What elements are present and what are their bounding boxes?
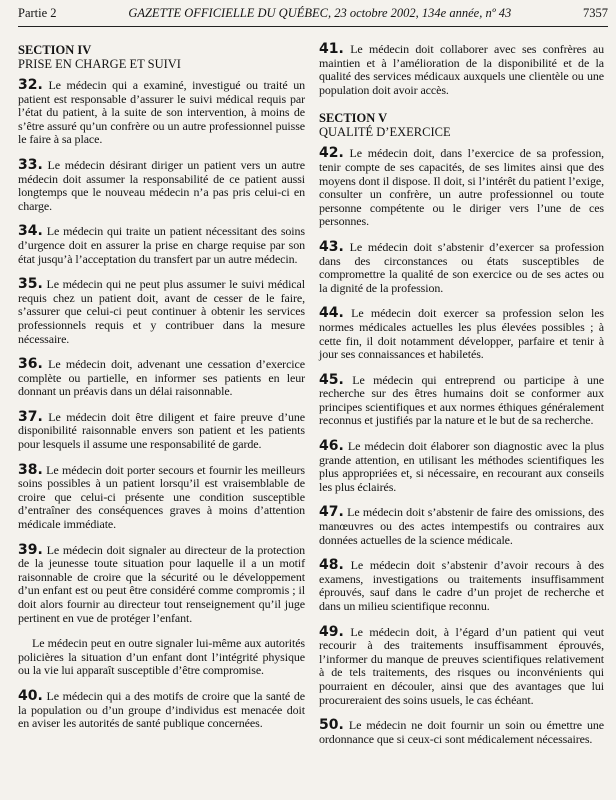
section-5-title: QUALITÉ D’EXERCICE — [319, 125, 451, 140]
article-number: 41. — [319, 41, 344, 57]
article-paragraph — [319, 307, 604, 361]
article-text: Le médecin qui traite un patient nécessitant des soins d’urgence doit en assurer la prise en charge requise par son état jusqu’à l’acceptation du transfert par un autre médecin. — [18, 224, 305, 266]
article-text: Le médecin doit être diligent et faire preuve d’une disponibilité raisonnable envers son patient et les patients pour lesquels il assume une responsabilité de garde. — [18, 409, 305, 452]
article-number: 33. — [18, 156, 43, 173]
article-text: Le médecin qui ne peut plus assumer le suivi médical requis chez un patient doit, avant de cesser de le faire, s’assurer que celui-ci peut continuer à obtenir les services professionnels requis et y contribuer dans la mesure nécessaire. — [18, 277, 305, 346]
article-number: 38. — [18, 461, 43, 478]
article-paragraph — [319, 506, 604, 547]
article-text: Le médecin doit s’abstenir de faire des omissions, des manœuvres ou des actes intempestifs ou contraires aux données actuelles de la science médicale. — [319, 505, 604, 547]
columns — [18, 27, 608, 758]
article-text: Le médecin qui a des motifs de croire que la santé de la population ou d’un groupe d’individus est menacée doit en aviser les autorités de santé publique concernées. — [18, 688, 305, 731]
section-4-title: PRISE EN CHARGE ET SUIVI — [18, 57, 181, 71]
page-header — [18, 0, 608, 26]
header-publication: GAZETTE OFFICIELLE DU QUÉBEC, 23 octobre 2002, 134e année, nº 43 — [128, 6, 512, 20]
article-text: Le médecin doit s’abstenir d’exercer sa profession dans des circonstances ou états susceptibles de compromettre la qualité de son exercice ou de ses actes ou la dignité de la profession. — [319, 239, 604, 295]
article-number: 46. — [319, 438, 344, 455]
right-column — [319, 43, 604, 758]
article-text: Le médecin doit, dans l’exercice de sa profession, tenir compte de ses capacités, de ses limites ainsi que des moyens dont il dispose. Il doit, si l’intérêt du patient l’exige, consulter un confrère, un autre professionnel ou toute personne compétente ou le diriger vers l’une de ces personnes. — [319, 146, 604, 229]
article-text: Le médecin qui entreprend ou participe à une recherche sur des êtres humains doit se conformer aux principes scientifiques et aux normes éthiques généralement reconnus et justifiés par la nature et le but de sa recherche. — [319, 372, 604, 428]
left-articles — [18, 79, 305, 731]
article-paragraph — [18, 461, 305, 532]
section-5-heading — [319, 111, 604, 139]
section-4-number: SECTION IV — [18, 43, 92, 57]
article-number: 49. — [319, 623, 344, 640]
article-text: Le médecin doit, à l’égard d’un patient qui veut recourir à des traitements insuffisamment éprouvés, l’informer du manque de preuves scientifiques relativement à de tels traitements, des risques ou inconvénients qui pourraient en découler, ainsi que des avantages que lui procureraient des soins usuels, le cas échéant. — [319, 624, 604, 707]
article-text: Le médecin doit élaborer son diagnostic avec la plus grande attention, en utilisant les méthodes scientifiques les plus appropriées et, si nécessaire, en recourant aux conseils les plus éclairés. — [319, 439, 604, 494]
article-text: Le médecin doit exercer sa profession selon les normes médicales actuelles les plus élevées possibles ; à cette fin, il doit notamment développer, parfaire et tenir à jour ses connaissances et habiletés. — [319, 306, 604, 362]
article-paragraph — [18, 156, 305, 213]
article-text: Le médecin doit, advenant une cessation d’exercice complète ou partielle, en informer ses patients en leur donnant un préavis dans un délai raisonnable. — [18, 357, 305, 399]
article-text: Le médecin désirant diriger un patient vers un autre médecin doit assumer la responsabilité de ce patient aussi longtemps que le nouveau médecin n’a pas pris celui-ci en charge. — [18, 157, 305, 213]
section-5-number: SECTION V — [319, 111, 388, 126]
article-paragraph — [18, 79, 305, 147]
article-number: 50. — [319, 717, 344, 734]
article-paragraph — [319, 440, 604, 494]
article-paragraph — [319, 238, 604, 295]
article-text: Le médecin ne doit fournir un soin ou émettre une ordonnance que si ceux-ci sont médicalement nécessaires. — [319, 718, 604, 746]
article-paragraph — [319, 147, 604, 229]
article-paragraph — [18, 687, 305, 731]
left-column — [18, 43, 305, 758]
article-number: 47. — [319, 504, 344, 521]
article-number: 37. — [18, 408, 43, 425]
right-articles — [319, 147, 604, 746]
article-paragraph — [319, 43, 604, 97]
article-number: 42. — [319, 145, 344, 162]
article-text: Le médecin doit collaborer avec ses confrères au maintien et à l’amélioration de la disponibilité et de la qualité des services médicaux auxquels une clientèle ou une population doit avoir accès. — [319, 42, 604, 97]
article-number: 43. — [319, 238, 344, 255]
article-number: 40. — [18, 687, 43, 704]
right-articles-top — [319, 43, 604, 97]
article-paragraph — [18, 278, 305, 346]
article-number: 32. — [18, 77, 43, 93]
article-paragraph — [18, 541, 305, 626]
article-number: 39. — [18, 541, 43, 558]
article-number: 35. — [18, 276, 43, 293]
article-text: Le médecin doit signaler au directeur de la protection de la jeunesse toute situation pour laquelle il a un motif raisonnable de croire que la sécurité ou le développement d’un enfant est ou peut être considéré comme compromis ; il doit alors fournir au directeur tout renseignement qu’il juge pertinent en vue de protéger l’enfant. — [18, 542, 305, 625]
article-paragraph — [319, 623, 604, 708]
header-part: Partie 2 — [18, 6, 57, 20]
article-number: 44. — [319, 305, 344, 322]
article-text: Le médecin doit porter secours et fournir les meilleurs soins possibles à un patient lorsqu’il est vraisemblable de croire que celui-ci présente une condition susceptible d’entraîner des conséquences graves à moins d’attention médicale immédiate. — [18, 462, 305, 532]
article-text: Le médecin peut en outre signaler lui-même aux autorités policières la situation d’un enfant dont l’intégrité physique ou la vie lui apparaît susceptible d’être compromise. — [18, 636, 305, 678]
article-number: 34. — [18, 223, 43, 240]
article-paragraph — [18, 408, 305, 452]
article-number: 45. — [319, 371, 344, 388]
header-page-number: 7357 — [582, 6, 608, 20]
article-paragraph — [319, 719, 604, 746]
article-number: 36. — [18, 356, 43, 373]
article-paragraph — [18, 225, 305, 266]
article-paragraph — [18, 358, 305, 399]
article-paragraph — [18, 637, 305, 678]
article-text: Le médecin doit s’abstenir d’avoir recours à des examens, investigations ou traitements insuffisamment éprouvés, sauf dans le cadre d’un projet de recherche et dans un milieu scientifique reconnu. — [319, 558, 604, 613]
article-number: 48. — [319, 557, 344, 574]
section-4-heading — [18, 43, 305, 71]
article-paragraph — [319, 371, 604, 428]
article-text: Le médecin qui a examiné, investigué ou traité un patient est responsable d’assurer le suivi médical requis par l’état du patient, à la suite de son intervention, à moins de s’être assuré qu’un confrère ou un autre professionnel puisse le faire à sa place. — [18, 78, 305, 147]
article-paragraph — [319, 559, 604, 613]
